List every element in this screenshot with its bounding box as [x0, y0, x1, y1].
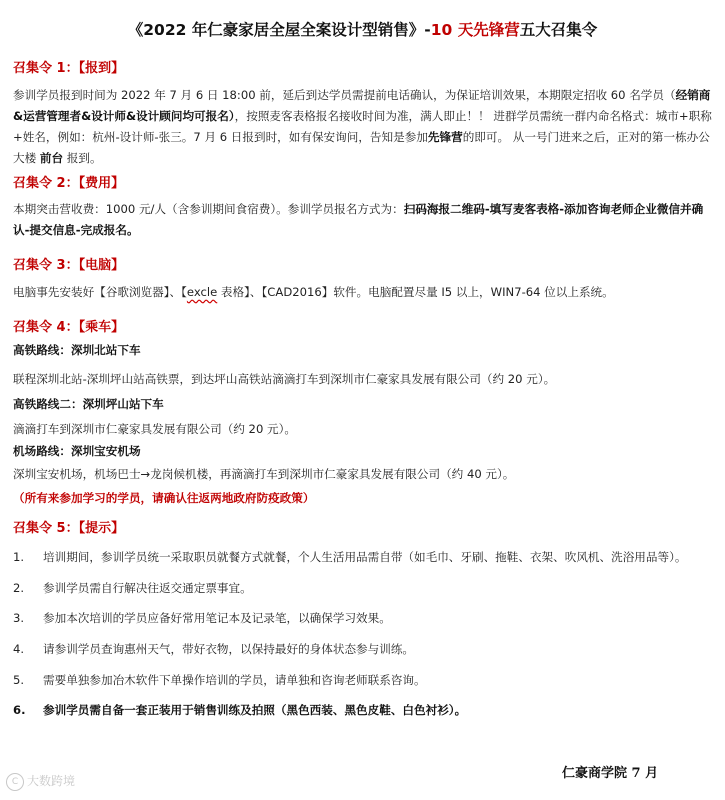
- tip-number: 2.: [13, 581, 25, 595]
- tip-text: 培训期间，参训学员统一采取职员就餐方式就餐，个人生活用品需自带（如毛巾、牙刷、拖鞋、衣架、吹风机、洗浴用品等）。: [43, 550, 687, 564]
- s1-text-e: 的即可。 从一号门进来之后，正对的第一栋办公大楼: [13, 130, 710, 165]
- tip-text: 请参训学员查询惠州天气，带好衣物，以保持最好的身体状态参与训练。: [43, 642, 415, 656]
- section-3-heading: 召集令 3：【电脑】: [13, 258, 125, 273]
- s1-text-f: 前台: [39, 151, 64, 165]
- watermark: [6, 772, 75, 791]
- s1-text-g: 报到。: [63, 151, 102, 165]
- tip-text: 参训学员需自行解决往返交通定票事宜。: [43, 581, 252, 595]
- tip-number: 6.: [13, 703, 26, 717]
- route-2-text: 滴滴打车到深圳市仁豪家具发展有限公司（约 20 元）。: [13, 422, 296, 436]
- route-2-title: 高铁路线二：深圳坪山站下车: [13, 397, 164, 411]
- s1-text-a: 参训学员报到时间为 2022 年 7 月 6 日 18:00 前，延后到达学员需提前电话确认，为保证培训效果，本期限定招收 60 名学员（: [13, 88, 676, 102]
- section-4-heading: 召集令 4：【乘车】: [13, 320, 125, 335]
- s3-text-a: 电脑事先安装好【谷歌浏览器】、【: [13, 285, 187, 299]
- s2-text-a: 本期突击营收费：1000 元/人（含参训期间食宿费）。参训学员报名方式为：: [13, 202, 404, 216]
- tip-item: [13, 672, 715, 688]
- tip-number: 4.: [13, 642, 25, 656]
- tip-item: [13, 580, 715, 596]
- tip-item: [13, 610, 715, 626]
- s1-text-d: 先锋营: [427, 130, 463, 144]
- s1-text-b: 经销商&运营管理者&设计师&设计顾问均可报名）: [13, 88, 711, 123]
- section-3-paragraph: [13, 282, 715, 303]
- section-2-paragraph: [13, 199, 715, 241]
- tip-text: 参训学员需自备一套正装用于销售训练及拍照（黑色西装、黑色皮鞋、白色衬衫）。: [43, 703, 467, 717]
- s1-text-c: ，按照麦客表格报名接收时间为准，满人即止！！ 进群学员需统一群内命名格式：城市+职称+姓名，例如：杭州-设计师-张三。7 月 6 日报到时，如有保安询问，告知是参加: [13, 109, 712, 144]
- epidemic-policy-note: （所有来参加学习的学员，请确认往返两地政府防疫政策）: [13, 491, 315, 505]
- section-2-heading: 召集令 2：【费用】: [13, 176, 125, 191]
- title-part-1: 《2022 年仁豪家居全屋全案设计型销售》-: [127, 21, 431, 39]
- tip-number: 1.: [13, 550, 25, 564]
- section-5-heading: 召集令 5：【提示】: [13, 521, 125, 536]
- route-3-title: 机场路线：深圳宝安机场: [13, 444, 141, 458]
- signature: 仁豪商学院 7 月: [562, 766, 659, 781]
- s2-text-b: 扫码海报二维码-填写麦客表格-添加咨询老师企业微信并确认-提交信息-完成报名。: [13, 202, 704, 237]
- route-1-title: 高铁路线：深圳北站下车: [13, 343, 141, 357]
- tip-number: 3.: [13, 611, 25, 625]
- s3-text-b: excle: [186, 285, 218, 299]
- section-1-paragraph: [13, 85, 715, 169]
- route-3-text: 深圳宝安机场，机场巴士→龙岗候机楼，再滴滴打车到深圳市仁豪家具发展有限公司（约 40 元）。: [13, 467, 515, 481]
- tip-item: [13, 702, 715, 718]
- watermark-logo-icon: C: [6, 773, 24, 791]
- title-part-2: 10 天先锋营: [430, 21, 520, 39]
- tip-text: 参加本次培训的学员应备好常用笔记本及记录笔，以确保学习效果。: [43, 611, 391, 625]
- tip-number: 5.: [13, 673, 25, 687]
- document-title: [0, 18, 725, 40]
- section-1-heading: 召集令 1：【报到】: [13, 61, 125, 76]
- route-1-text: 联程深圳北站-深圳坪山站高铁票，到达坪山高铁站滴滴打车到深圳市仁豪家具发展有限公司（约 20 元）。: [13, 372, 556, 386]
- watermark-text: 大数跨境: [27, 774, 76, 788]
- s3-text-c: 表格】、【CAD2016】软件。电脑配置尽量 I5 以上，WIN7-64 位以上系统。: [217, 285, 614, 299]
- tip-item: [13, 549, 715, 565]
- tip-text: 需要单独参加冶木软件下单操作培训的学员，请单独和咨询老师联系咨询。: [43, 673, 426, 687]
- tip-item: [13, 641, 715, 657]
- title-part-3: 五大召集令: [519, 21, 598, 39]
